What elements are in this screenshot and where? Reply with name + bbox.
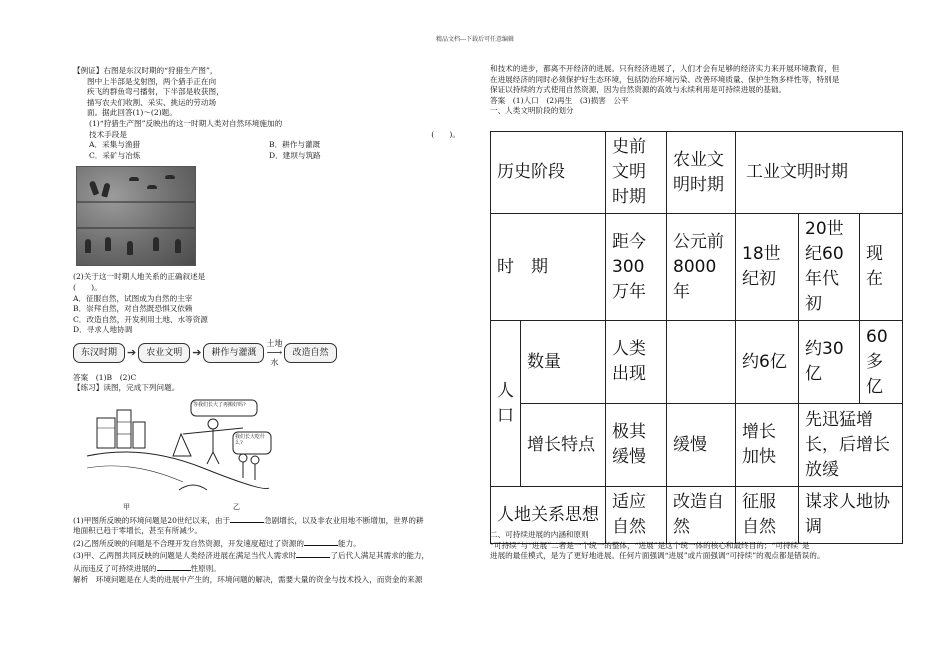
arrow-right-icon: ➔ (192, 345, 202, 359)
civilization-table (490, 131, 903, 544)
option-c: C．改造自然，开发利用土地、水等资源 (73, 314, 208, 324)
table-cell: 距今300万年 (606, 214, 667, 321)
option-b: B．崇拜自然，对自然既恐惧又依赖 (73, 304, 193, 314)
table-cell: 缓慢 (667, 404, 736, 487)
section-heading-2: 二、可持续进展的内涵和原则 (490, 530, 589, 539)
page-header: 精品文档---下载后可任意编辑 (435, 36, 515, 43)
table-cell: 极其缓慢 (606, 404, 667, 487)
answer-blank (304, 537, 338, 546)
cartoon-svg (83, 398, 273, 510)
table-cell: 农业文明时期 (667, 132, 736, 214)
example-line: 描写农夫们收割、采实、挑运的劳动场 (87, 97, 217, 107)
analysis-cont: 保证以持续的方式使用自然资源，因为自然资源的高效与永续利用是可持续进展的基础。 (490, 85, 787, 95)
table-cell: 数量 (521, 321, 606, 404)
table-cell: 适应自然 (606, 487, 667, 544)
option-a: A．征服自然，试图成为自然的主宰 (73, 293, 193, 303)
table-cell: 先迅猛增长，后增长放缓 (799, 404, 903, 487)
table-row (491, 404, 903, 487)
option-d: D．建坝与筑路 (269, 150, 321, 160)
practice-q3-cont (73, 562, 468, 575)
flow-box-era: 东汉时期 (73, 343, 125, 363)
hunting-relief-image (76, 166, 196, 266)
flow-box-civilization: 农业文明 (138, 343, 190, 363)
flow-box-technique: 耕作与灌溉 (203, 343, 264, 363)
table-row (491, 132, 903, 214)
practice-q1-text: (1)甲图所反映的环境问题是20世纪以来，由于 (73, 515, 231, 525)
analysis-line: 解析 环境问题是在人类的进展中产生的，环境问题的解决，需要大量的资金与技术投入，而资金的来源 (73, 574, 423, 584)
label-yi: 乙 (233, 502, 240, 511)
table-cell: 约30亿 (799, 321, 860, 404)
table-cell: 公元前8000年 (667, 214, 736, 321)
table-cell: 改造自然 (667, 487, 736, 544)
table-cell: 现在 (860, 214, 903, 321)
practice-q3-text: 了后代人满足其需求的能力， (330, 551, 430, 561)
table-cell: 历史阶段 (491, 132, 606, 214)
flow-box-relation: 改造自然 (284, 343, 336, 363)
option-a: A．采集与渔猎 (89, 140, 141, 150)
section-heading-1: 一、人类文明阶段的划分 (490, 106, 574, 116)
analysis-cont: 和技术的进步，都离不开经济的进展。只有经济进展了，人们才会有足够的经济实力来开展环境教育，但 (490, 64, 840, 73)
answer-blank (296, 549, 330, 558)
table-row (491, 321, 903, 404)
practice-heading: 【练习】读图，完成下列问题。 (73, 383, 180, 393)
right-column (490, 64, 890, 117)
practice-q3-text: (3)甲、乙两图共同反映的问题是人类经济进展在满足当代人需求时 (73, 551, 297, 561)
table-cell: 史前文明时期 (606, 132, 667, 214)
table-row (491, 214, 903, 321)
practice-q1 (73, 514, 468, 527)
practice-q2-text: (2)乙图所反映的问题是不合理开发自然资源，开发速度超过了资源的 (73, 538, 304, 548)
flow-label-land: 土地 (266, 338, 283, 348)
table-cell: 20世纪60年代初 (799, 214, 860, 321)
example-line: 疾飞的群鱼弯弓播射，下半部是收获图， (87, 87, 224, 97)
table-cell: 18世纪初 (736, 214, 799, 321)
answer-blank (157, 562, 191, 571)
practice-q3-text: 从而违反了可持续进展的 (73, 564, 157, 574)
speech-bubble-2: 我们长大吃什么? (235, 433, 266, 446)
question-1-text: 技术手段是 (89, 129, 127, 139)
answer-line: 答案 (1)人口 (2)再生 (3)损害 公平 (490, 95, 629, 105)
body-line: 进展的最佳模式，是为了更好地进展。任何片面强调“进展”或片面强调“可持续”的观点都是错误的。 (490, 551, 825, 561)
question-1: (1)“狩猎生产图”反映出的这一时期人类对自然环境施加的 (89, 118, 283, 128)
arrow-right-icon: ⟶ (266, 345, 283, 359)
table-cell: 征服自然 (736, 487, 799, 544)
table-cell: 人地关系思想 (491, 487, 606, 544)
practice-q1-text: 急剧增长，以及非农业用地不断增加，世界的耕 (264, 515, 424, 525)
table-cell: 时 期 (491, 214, 606, 321)
flow-diagram (73, 340, 468, 367)
answer-blank (230, 514, 264, 523)
table-cell: 人口 (491, 321, 521, 487)
cartoon-illustration (83, 398, 273, 510)
table-cell: 增长特点 (521, 404, 606, 487)
practice-q2 (73, 537, 468, 550)
example-line: 面。据此回答(1)～(2)题。 (87, 108, 177, 118)
option-c: C．采矿与冶炼 (89, 150, 141, 160)
practice-q2-text: 能力。 (337, 538, 361, 548)
question-2: (2)关于这一时期人地关系的正确叙述是 (73, 272, 206, 282)
answer-paren: ( )。 (73, 282, 102, 292)
arrow-right-icon: ➔ (127, 345, 137, 359)
label-jia: 甲 (123, 502, 130, 511)
practice-q3 (73, 549, 468, 562)
flow-arrow-labeled (266, 340, 282, 367)
example-line: 【例证】右图是东汉时期的“狩猎生产图”， (73, 66, 218, 75)
answer-paren: ( )。 (431, 129, 460, 139)
table-cell: 约6亿 (736, 321, 799, 404)
left-column (73, 66, 468, 585)
flow-label-water: 水 (270, 357, 279, 367)
table-cell: 60多亿 (860, 321, 903, 404)
right-bottom-text (490, 530, 890, 562)
answer-line: 答案 (1)B (2)C (73, 372, 137, 382)
practice-q1-cont: 地面积已趋于零增长，甚至有所减少。 (73, 526, 203, 536)
option-b: B．耕作与灌溉 (269, 140, 321, 150)
table-cell: 人类出现 (606, 321, 667, 404)
table-cell: 增长加快 (736, 404, 799, 487)
body-line: “可持续”与“进展”二者是一个统一的整体，“进展”是这个统一体的核心和最终目的；“可持续”是 (490, 540, 810, 550)
table-cell: 工业文明时期 (736, 132, 903, 214)
question-1-options (73, 140, 468, 161)
table-cell (667, 321, 736, 404)
analysis-cont: 在进展经济的同时必须保护好生态环境，包括防治环境污染、改善环境质量、保护生物多样性等，特别是 (490, 74, 840, 84)
option-d: D．寻求人地协调 (73, 325, 133, 335)
example-line: 图中上半部是戈射图，两个猎手正在向 (87, 76, 217, 86)
question-1-cont (73, 130, 468, 141)
table-cell: 谋求人地协调 (799, 487, 903, 544)
speech-bubble-1: 等我们长大了再搬好吗? (193, 401, 246, 408)
practice-q3-text: 性原则。 (190, 564, 221, 574)
